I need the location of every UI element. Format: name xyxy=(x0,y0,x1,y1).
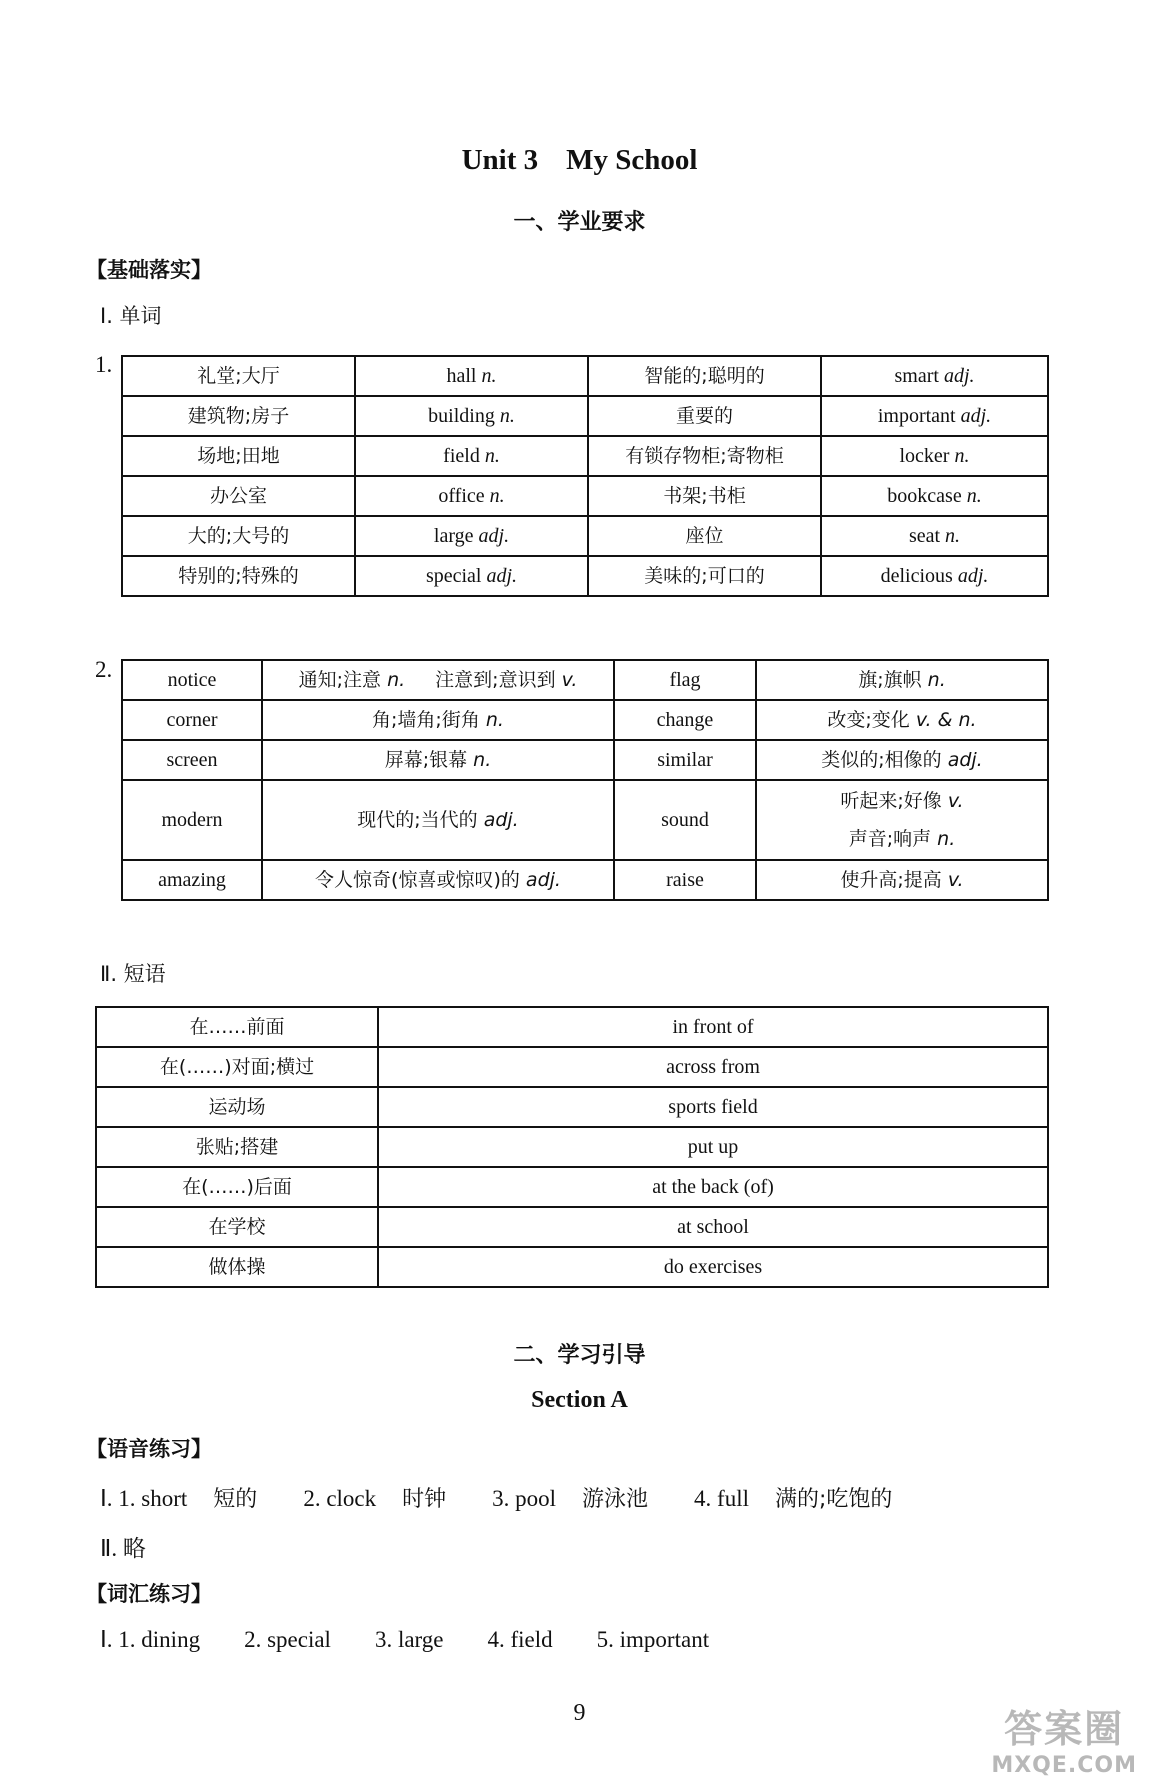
word: delicious xyxy=(880,565,953,587)
part-of-speech: n. xyxy=(954,445,970,467)
meaning-cell: 有锁存物柜;寄物柜 xyxy=(588,436,821,476)
section-a-heading: Section A xyxy=(531,1387,628,1413)
meaning-cell xyxy=(756,700,1048,740)
table-row xyxy=(122,740,1048,780)
word: smart xyxy=(894,365,939,387)
answer-prefix: Ⅰ. 1. xyxy=(100,1627,142,1652)
table-row xyxy=(122,660,1048,700)
table-row xyxy=(96,1087,1048,1127)
phrase-cell: at the back (of) xyxy=(378,1167,1048,1207)
table2-marker: 2. xyxy=(95,657,113,682)
phrase-cell: put up xyxy=(378,1127,1048,1167)
part-of-speech: adj. xyxy=(957,565,989,587)
phonetics-answers xyxy=(100,1482,892,1513)
meaning-cell xyxy=(262,860,614,900)
phonetics-label: 【语音练习】 xyxy=(86,1437,212,1461)
meaning-text: 角;墙角;街角 xyxy=(372,709,480,731)
meaning-line xyxy=(263,869,613,891)
word: hall xyxy=(446,365,477,387)
word-cell xyxy=(355,556,588,596)
word-cell: notice xyxy=(122,660,262,700)
meaning-cell xyxy=(262,780,614,860)
part-of-speech: adj. xyxy=(960,405,992,427)
answer-item xyxy=(694,1486,892,1511)
part-of-speech: adj. xyxy=(486,565,518,587)
answer-number: 3. xyxy=(492,1486,516,1511)
part-of-speech: n. xyxy=(484,445,500,467)
section2-heading: 二、学习引导 xyxy=(513,1343,646,1368)
part-of-speech: n. xyxy=(481,365,497,387)
meaning-line xyxy=(263,669,613,691)
meaning-cell: 办公室 xyxy=(122,476,355,516)
meaning-line xyxy=(263,809,613,831)
answer-number: 5. xyxy=(596,1627,620,1652)
table1-marker: 1. xyxy=(95,352,113,377)
watermark-logo-text: 答案圈 xyxy=(1004,1707,1125,1751)
answer-number: 2. xyxy=(303,1486,327,1511)
meaning-text: 听起来;好像 xyxy=(840,790,942,812)
vocab-answers xyxy=(100,1627,709,1653)
meaning-text: 令人惊奇(惊喜或惊叹)的 xyxy=(315,869,520,891)
part-of-speech: adj. xyxy=(947,749,983,771)
phrase-meaning-cell: 张贴;搭建 xyxy=(96,1127,378,1167)
meaning-text: 屏幕;银幕 xyxy=(384,749,468,771)
table-row xyxy=(122,780,1048,860)
phrase-meaning-cell: 做体操 xyxy=(96,1247,378,1287)
table-row xyxy=(96,1047,1048,1087)
answer-word: special xyxy=(267,1627,331,1652)
part-of-speech: n. xyxy=(937,828,956,850)
answer-item xyxy=(488,1627,553,1652)
word-cell xyxy=(821,356,1048,396)
unit-name: My School xyxy=(566,144,698,176)
meaning-cell: 智能的;聪明的 xyxy=(588,356,821,396)
meaning-text: 注意到;意识到 xyxy=(435,669,556,691)
table-row xyxy=(122,436,1048,476)
word-cell xyxy=(355,516,588,556)
meaning-cell: 重要的 xyxy=(588,396,821,436)
table-row xyxy=(122,396,1048,436)
word-cell: amazing xyxy=(122,860,262,900)
answer-item xyxy=(141,1627,200,1652)
word-cell xyxy=(821,396,1048,436)
answer-meaning: 游泳池 xyxy=(582,1487,649,1512)
word-cell xyxy=(821,436,1048,476)
meaning-line xyxy=(757,869,1047,891)
table-row xyxy=(122,860,1048,900)
word-cell: corner xyxy=(122,700,262,740)
page-title xyxy=(0,144,1159,177)
meaning-cell: 美味的;可口的 xyxy=(588,556,821,596)
part-of-speech: v. xyxy=(947,869,964,891)
phrase-cell: at school xyxy=(378,1207,1048,1247)
table-row xyxy=(122,476,1048,516)
word-cell xyxy=(355,396,588,436)
answer-word: full xyxy=(717,1486,749,1511)
meaning-cell xyxy=(262,700,614,740)
meaning-cell: 座位 xyxy=(588,516,821,556)
answer-meaning: 短的 xyxy=(213,1487,258,1512)
word: special xyxy=(425,565,482,587)
phrase-meaning-cell: 运动场 xyxy=(96,1087,378,1127)
part-of-speech: n. xyxy=(945,525,961,547)
word-cell xyxy=(821,516,1048,556)
word-cell xyxy=(355,476,588,516)
word-cell xyxy=(355,356,588,396)
answer-number: 4. xyxy=(487,1627,511,1652)
answer-item xyxy=(303,1486,446,1511)
meaning-cell: 大的;大号的 xyxy=(122,516,355,556)
part-of-speech: n. xyxy=(387,669,406,691)
word-cell xyxy=(355,436,588,476)
part-of-speech: adj. xyxy=(943,365,975,387)
word: office xyxy=(438,485,485,507)
answer-number: 4. xyxy=(694,1486,718,1511)
part-of-speech: v. & n. xyxy=(915,709,977,731)
meaning-line xyxy=(757,709,1047,731)
table-row xyxy=(122,556,1048,596)
meaning-line xyxy=(263,749,613,771)
meaning-line xyxy=(263,709,613,731)
word: locker xyxy=(899,445,950,467)
answer-item xyxy=(492,1486,648,1511)
part-of-speech: n. xyxy=(485,709,504,731)
part-of-speech: n. xyxy=(927,669,946,691)
table-row xyxy=(122,516,1048,556)
meaning-cell: 书架;书柜 xyxy=(588,476,821,516)
table-row xyxy=(96,1007,1048,1047)
word: seat xyxy=(908,525,941,547)
table-row xyxy=(96,1207,1048,1247)
part-of-speech: n. xyxy=(489,485,505,507)
word: building xyxy=(428,405,495,427)
unit-number: Unit 3 xyxy=(461,144,539,176)
word-cell: change xyxy=(614,700,756,740)
answer-meaning: 满的;吃饱的 xyxy=(775,1487,893,1512)
word-cell: flag xyxy=(614,660,756,700)
word: important xyxy=(877,405,956,427)
word-cell: screen xyxy=(122,740,262,780)
meaning-cell xyxy=(756,740,1048,780)
part-of-speech: adj. xyxy=(483,809,519,831)
meaning-cell: 礼堂;大厅 xyxy=(122,356,355,396)
meaning-text: 现代的;当代的 xyxy=(357,809,478,831)
answer-word: pool xyxy=(515,1486,557,1511)
answer-word: dining xyxy=(141,1627,201,1652)
vocab-table-2 xyxy=(121,659,1049,901)
table-row xyxy=(96,1127,1048,1167)
part-of-speech: n. xyxy=(966,485,982,507)
meaning-line xyxy=(757,820,1047,858)
part-of-speech: n. xyxy=(499,405,515,427)
phrase-cell: across from xyxy=(378,1047,1048,1087)
section1-heading: 一、学业要求 xyxy=(513,210,646,235)
word-cell: modern xyxy=(122,780,262,860)
phrase-meaning-cell: 在(……)后面 xyxy=(96,1167,378,1207)
table-row xyxy=(96,1167,1048,1207)
word-cell: similar xyxy=(614,740,756,780)
phrase-cell: in front of xyxy=(378,1007,1048,1047)
meaning-cell xyxy=(756,780,1048,860)
answer-item xyxy=(375,1627,444,1652)
word: bookcase xyxy=(887,485,962,507)
table-row xyxy=(122,700,1048,740)
meaning-text: 改变;变化 xyxy=(827,709,910,731)
word: large xyxy=(433,525,474,547)
phrase-meaning-cell: 在学校 xyxy=(96,1207,378,1247)
meaning-line xyxy=(757,782,1047,820)
part-of-speech: n. xyxy=(473,749,492,771)
answer-item xyxy=(141,1486,257,1511)
answer-word: field xyxy=(510,1627,553,1652)
meaning-text: 使升高;提高 xyxy=(840,869,942,891)
part-of-speech: adj. xyxy=(525,869,561,891)
meaning-cell xyxy=(756,660,1048,700)
meaning-text: 声音;响声 xyxy=(848,828,932,850)
meaning-text: 旗;旗帜 xyxy=(858,669,922,691)
answer-number: 3. xyxy=(374,1627,398,1652)
answer-word: clock xyxy=(326,1486,377,1511)
meaning-text: 类似的;相像的 xyxy=(821,749,942,771)
meaning-cell: 场地;田地 xyxy=(122,436,355,476)
word: field xyxy=(443,445,480,467)
answer-item xyxy=(597,1627,709,1652)
answer-word: important xyxy=(619,1627,710,1652)
phrase-meaning-cell: 在……前面 xyxy=(96,1007,378,1047)
phrase-cell: do exercises xyxy=(378,1247,1048,1287)
meaning-cell: 建筑物;房子 xyxy=(122,396,355,436)
word-cell: sound xyxy=(614,780,756,860)
phrases-table xyxy=(95,1006,1049,1288)
page-number: 9 xyxy=(573,1700,586,1726)
word-cell xyxy=(821,476,1048,516)
answer-item xyxy=(244,1627,331,1652)
meaning-cell xyxy=(262,740,614,780)
answer-word: large xyxy=(397,1627,444,1652)
part-of-speech: v. xyxy=(561,669,578,691)
answer-number: 2. xyxy=(244,1627,268,1652)
word-cell xyxy=(821,556,1048,596)
words-label: Ⅰ. 单词 xyxy=(100,304,162,328)
answer-word: short xyxy=(141,1486,188,1511)
vocab-label: 【词汇练习】 xyxy=(86,1582,212,1606)
phrases-label: Ⅱ. 短语 xyxy=(100,962,166,986)
phrase-cell: sports field xyxy=(378,1087,1048,1127)
phrase-meaning-cell: 在(……)对面;横过 xyxy=(96,1047,378,1087)
watermark-logo xyxy=(991,1698,1137,1778)
table-row xyxy=(122,356,1048,396)
table-row xyxy=(96,1247,1048,1287)
answer-prefix: Ⅰ. 1. xyxy=(100,1486,142,1511)
word-cell: raise xyxy=(614,860,756,900)
part-of-speech: adj. xyxy=(478,525,510,547)
vocab-table-1 xyxy=(121,355,1049,597)
phonetics-answers-2: Ⅱ. 略 xyxy=(100,1536,146,1561)
meaning-text: 通知;注意 xyxy=(298,669,382,691)
meaning-line xyxy=(757,749,1047,771)
watermark-url: MXQE.COM xyxy=(991,1753,1137,1778)
meaning-cell: 特别的;特殊的 xyxy=(122,556,355,596)
meaning-line xyxy=(757,669,1047,691)
part-of-speech: v. xyxy=(947,790,964,812)
meaning-cell xyxy=(262,660,614,700)
meaning-cell xyxy=(756,860,1048,900)
basics-label: 【基础落实】 xyxy=(86,258,212,282)
answer-meaning: 时钟 xyxy=(402,1487,447,1512)
